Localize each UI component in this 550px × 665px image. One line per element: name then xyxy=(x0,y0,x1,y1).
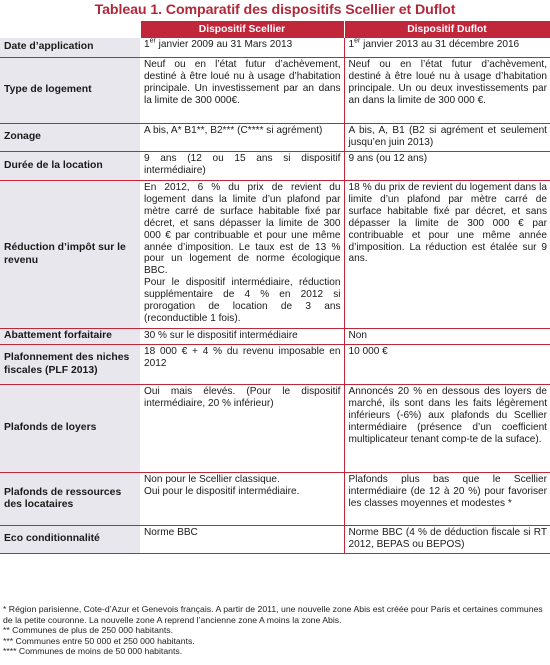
table-row xyxy=(0,345,550,385)
table-row xyxy=(0,385,550,473)
table-header-row xyxy=(0,21,550,38)
table-row xyxy=(0,526,550,554)
cell-duflot: Norme BBC (4 % de déduction fiscale si RT 2012, BEPAS ou BEPOS) xyxy=(344,526,550,554)
cell-duflot: Plafonds plus bas que le Scellier intermédiaire (de 12 à 20 %) pour favoriser les classes moyennes et modestes * xyxy=(344,473,550,526)
table-row xyxy=(0,38,550,58)
table-row xyxy=(0,329,550,345)
cell-scellier: Oui mais élevés. (Pour le dispositif intermédiaire, 20 % inférieur) xyxy=(140,385,344,473)
cell-scellier: 18 000 € + 4 % du revenu imposable en 2012 xyxy=(140,345,344,385)
row-header: Date d’application xyxy=(0,38,140,58)
cell-scellier: A bis, A* B1**, B2*** (C**** si agrément) xyxy=(140,124,344,152)
cell-duflot: Neuf ou en l’état futur d’achèvement, destiné à être loué nu à usage d’habitation principale. Un ou deux investissements par an dans la limite de 300 000 €. xyxy=(344,58,550,124)
header-cell-empty xyxy=(0,21,140,38)
row-header: Réduction d’impôt sur le revenu xyxy=(0,181,140,329)
row-header: Zonage xyxy=(0,124,140,152)
header-cell-scellier: Dispositif Scellier xyxy=(140,21,344,38)
cell-scellier: Norme BBC xyxy=(140,526,344,554)
row-header: Plafonds de ressources des locataires xyxy=(0,473,140,526)
table-row xyxy=(0,473,550,526)
cell-scellier: En 2012, 6 % du prix de revient du logement dans la limite d’un plafond par mètre carré de surface habitable fixé par décret, et sans dépasser la limite de 300 000 € par contribuable et pour une même année d’imposition. Le taux est de 13 % pour un logement de norme écologique BBC. Pour le dispositif intermédiaire, réduction supplémentaire de 4 % en 2012 si prorogation de location de 3 ans (reconductible 1 fois). xyxy=(140,181,344,329)
cell-duflot: 1er janvier 2013 au 31 décembre 2016 xyxy=(344,38,550,58)
row-header: Eco conditionnalité xyxy=(0,526,140,554)
footnotes xyxy=(3,604,549,657)
cell-duflot: Annoncés 20 % en dessous des loyers de marché, ils sont dans les faits légèrement inférieurs (-6%) aux plafonds du Scellier intermédiaire (présence d’un coefficient multiplicateur tenant comp-te de la suface). xyxy=(344,385,550,473)
footnote: * Région parisienne, Cote-d’Azur et Genevois français. A partir de 2011, une nouvelle zone Abis est créée pour Paris et certaines communes de la petite couronne. La nouvelle zone A reprend l’ancienne zone A moins la zone Abis. xyxy=(3,604,543,625)
cell-duflot: Non xyxy=(344,329,550,345)
comparison-table xyxy=(0,21,550,554)
table-row xyxy=(0,152,550,181)
cell-scellier: 1er janvier 2009 au 31 Mars 2013 xyxy=(140,38,344,58)
footnote: **** Communes de moins de 50 000 habitants. xyxy=(3,646,183,657)
row-header: Durée de la location xyxy=(0,152,140,181)
footnote: ** Communes de plus de 250 000 habitants. xyxy=(3,625,174,636)
cell-duflot: 10 000 € xyxy=(344,345,550,385)
cell-scellier: Non pour le Scellier classique. Oui pour le dispositif intermédiaire. xyxy=(140,473,344,526)
cell-scellier: Neuf ou en l’état futur d’achèvement, destiné à être loué nu à usage d’habitation principale. Un investissement par an dans la limite de 300 000€. xyxy=(140,58,344,124)
table-title: Tableau 1. Comparatif des dispositifs Scellier et Duflot xyxy=(94,2,456,18)
cell-duflot: 18 % du prix de revient du logement dans la limite d’un plafond par mètre carré de surface habitable fixé par décret, et sans dépasser la limite de 300 000 € par contribuable et pour une même année d’imposition. La réduction est étalée sur 9 ans. xyxy=(344,181,550,329)
cell-scellier: 9 ans (12 ou 15 ans si dispositif intermédiaire) xyxy=(140,152,344,181)
header-cell-duflot: Dispositif Duflot xyxy=(344,21,550,38)
table-row xyxy=(0,181,550,329)
row-header: Type de logement xyxy=(0,58,140,124)
footnote: *** Communes entre 50 000 et 250 000 habitants. xyxy=(3,635,195,646)
table-row xyxy=(0,124,550,152)
table-row xyxy=(0,58,550,124)
row-header: Plafonnement des niches fiscales (PLF 2013) xyxy=(0,345,140,385)
cell-duflot: 9 ans (ou 12 ans) xyxy=(344,152,550,181)
row-header: Plafonds de loyers xyxy=(0,385,140,473)
cell-scellier: 30 % sur le dispositif intermédiaire xyxy=(140,329,344,345)
table-body xyxy=(0,38,550,554)
row-header: Abattement forfaitaire xyxy=(0,329,140,345)
cell-duflot: A bis, A, B1 (B2 si agrément et seulement jusqu’en juin 2013) xyxy=(344,124,550,152)
